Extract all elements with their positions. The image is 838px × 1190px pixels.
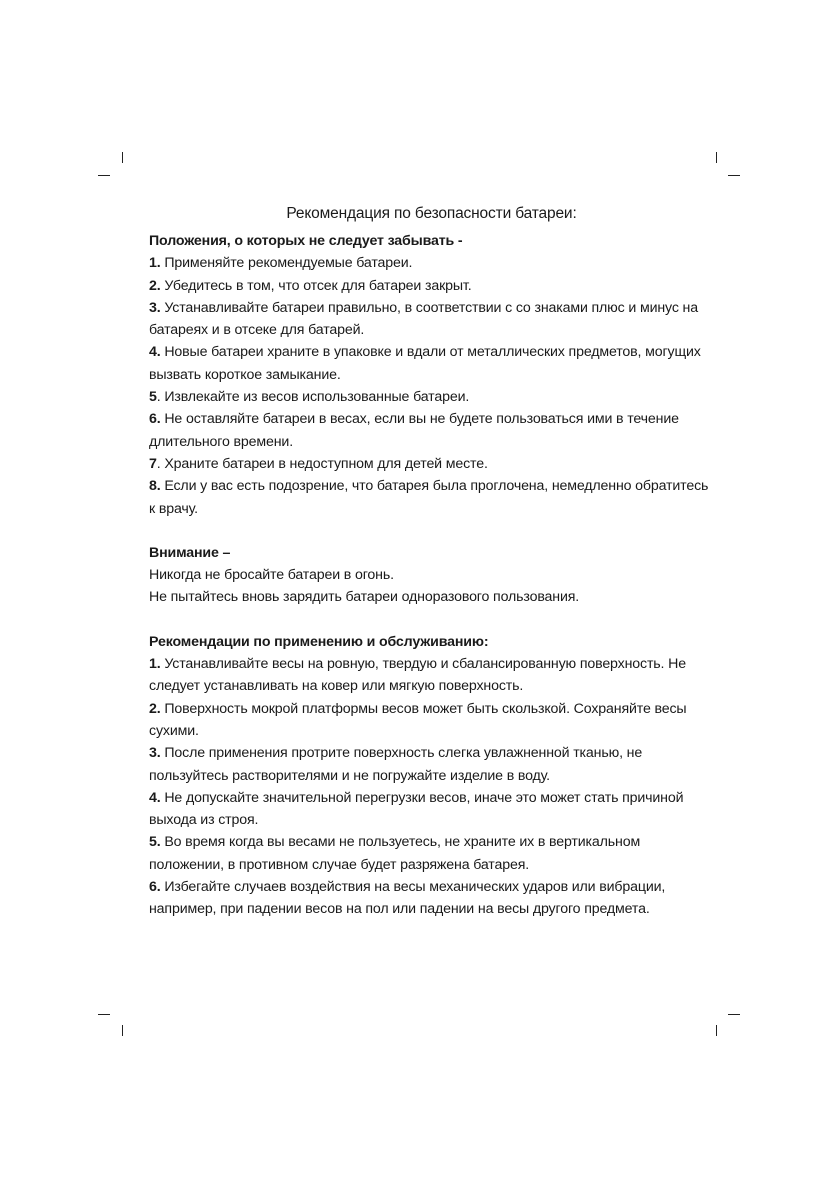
section-heading-warning: Внимание – [149, 544, 231, 561]
warning-line: Никогда не бросайте батареи в огонь. [149, 567, 394, 584]
item-number: 6. [149, 411, 161, 428]
item-text: После применения протрите поверхность слегка увлажненной тканью, не пользуйтесь растворителями и не погружайте изделие в воду. [149, 745, 643, 784]
crop-mark-top-right-vertical [716, 152, 717, 163]
list-item [149, 787, 709, 832]
list-item [149, 475, 709, 520]
list-item [149, 252, 709, 274]
item-number: 1. [149, 255, 161, 272]
list-item [149, 653, 709, 698]
item-number: 8. [149, 478, 161, 495]
list-item [149, 408, 709, 453]
item-text: Убедитесь в том, что отсек для батареи закрыт. [160, 277, 472, 294]
crop-mark-top-left-vertical [122, 152, 123, 163]
list-item [149, 275, 709, 297]
item-text: Во время когда вы весами не пользуетесь, не храните их в вертикальном положении, в противном случае будет разряжена батарея. [149, 834, 641, 873]
crop-mark-bottom-left-horizontal [98, 1014, 110, 1015]
crop-mark-bottom-right-horizontal [728, 1014, 740, 1015]
item-text: Устанавливайте батареи правильно, в соответствии с со знаками плюс и минус на батареях и в отсеке для батарей. [149, 299, 698, 339]
list-item [149, 453, 709, 475]
list-item [149, 386, 709, 408]
list-item [149, 742, 709, 787]
section-spacer [149, 520, 709, 542]
item-text: Поверхность мокрой платформы весов может быть скользкой. Сохраняйте весы сухими. [149, 700, 687, 739]
item-number: 4. [149, 344, 161, 361]
item-text: Избегайте случаев воздействия на весы механических ударов или вибрации, например, при падении весов на пол или падении на весы другого предмета. [149, 879, 666, 918]
item-number: 3. [149, 745, 161, 762]
document-content [149, 203, 709, 921]
crop-mark-top-left-horizontal [98, 175, 110, 176]
section-spacer [149, 609, 709, 631]
list-item [149, 876, 709, 921]
item-text: Не оставляйте батареи в весах, если вы не будете пользоваться ими в течение длительного времени. [149, 411, 679, 450]
item-number: 5. [149, 834, 161, 851]
item-text: Если у вас есть подозрение, что батарея была проглочена, немедленно обратитесь к врачу. [149, 478, 709, 517]
item-number: 7 [149, 455, 157, 472]
list-item [149, 698, 709, 743]
item-text: Новые батареи храните в упаковке и вдали от металлических предметов, могущих вызвать короткое замыкание. [149, 344, 701, 383]
section-heading-battery-rules: Положения, о которых не следует забывать - [149, 233, 463, 249]
item-number: 3. [149, 299, 161, 316]
page-title: Рекомендация по безопасности батареи: [286, 205, 577, 222]
item-number: 2. [149, 277, 161, 294]
item-number: 4. [149, 789, 161, 806]
item-number: 5 [149, 389, 157, 406]
item-text: Устанавливайте весы на ровную, твердую и сбалансированную поверхность. Не следует устанавливать на ковер или мягкую поверхность. [149, 656, 686, 695]
crop-mark-bottom-right-vertical [716, 1025, 717, 1036]
crop-mark-top-right-horizontal [728, 175, 740, 176]
list-item [149, 341, 709, 386]
item-number: 6. [149, 879, 161, 896]
section-heading-usage-care: Рекомендации по применению и обслуживанию: [149, 633, 489, 650]
item-number: 2. [149, 700, 161, 717]
crop-mark-bottom-left-vertical [122, 1025, 123, 1036]
warning-line: Не пытайтесь вновь зарядить батареи одноразового пользования. [149, 589, 580, 606]
item-text: . Извлекайте из весов использованные батареи. [156, 389, 470, 406]
list-item [149, 831, 709, 876]
item-number: 1. [149, 656, 161, 673]
item-text: . Храните батареи в недоступном для детей месте. [156, 455, 488, 472]
item-text: Применяйте рекомендуемые батареи. [160, 255, 413, 272]
item-text: Не допускайте значительной перегрузки весов, иначе это может стать причиной выхода из строя. [149, 789, 684, 829]
list-item [149, 297, 709, 342]
